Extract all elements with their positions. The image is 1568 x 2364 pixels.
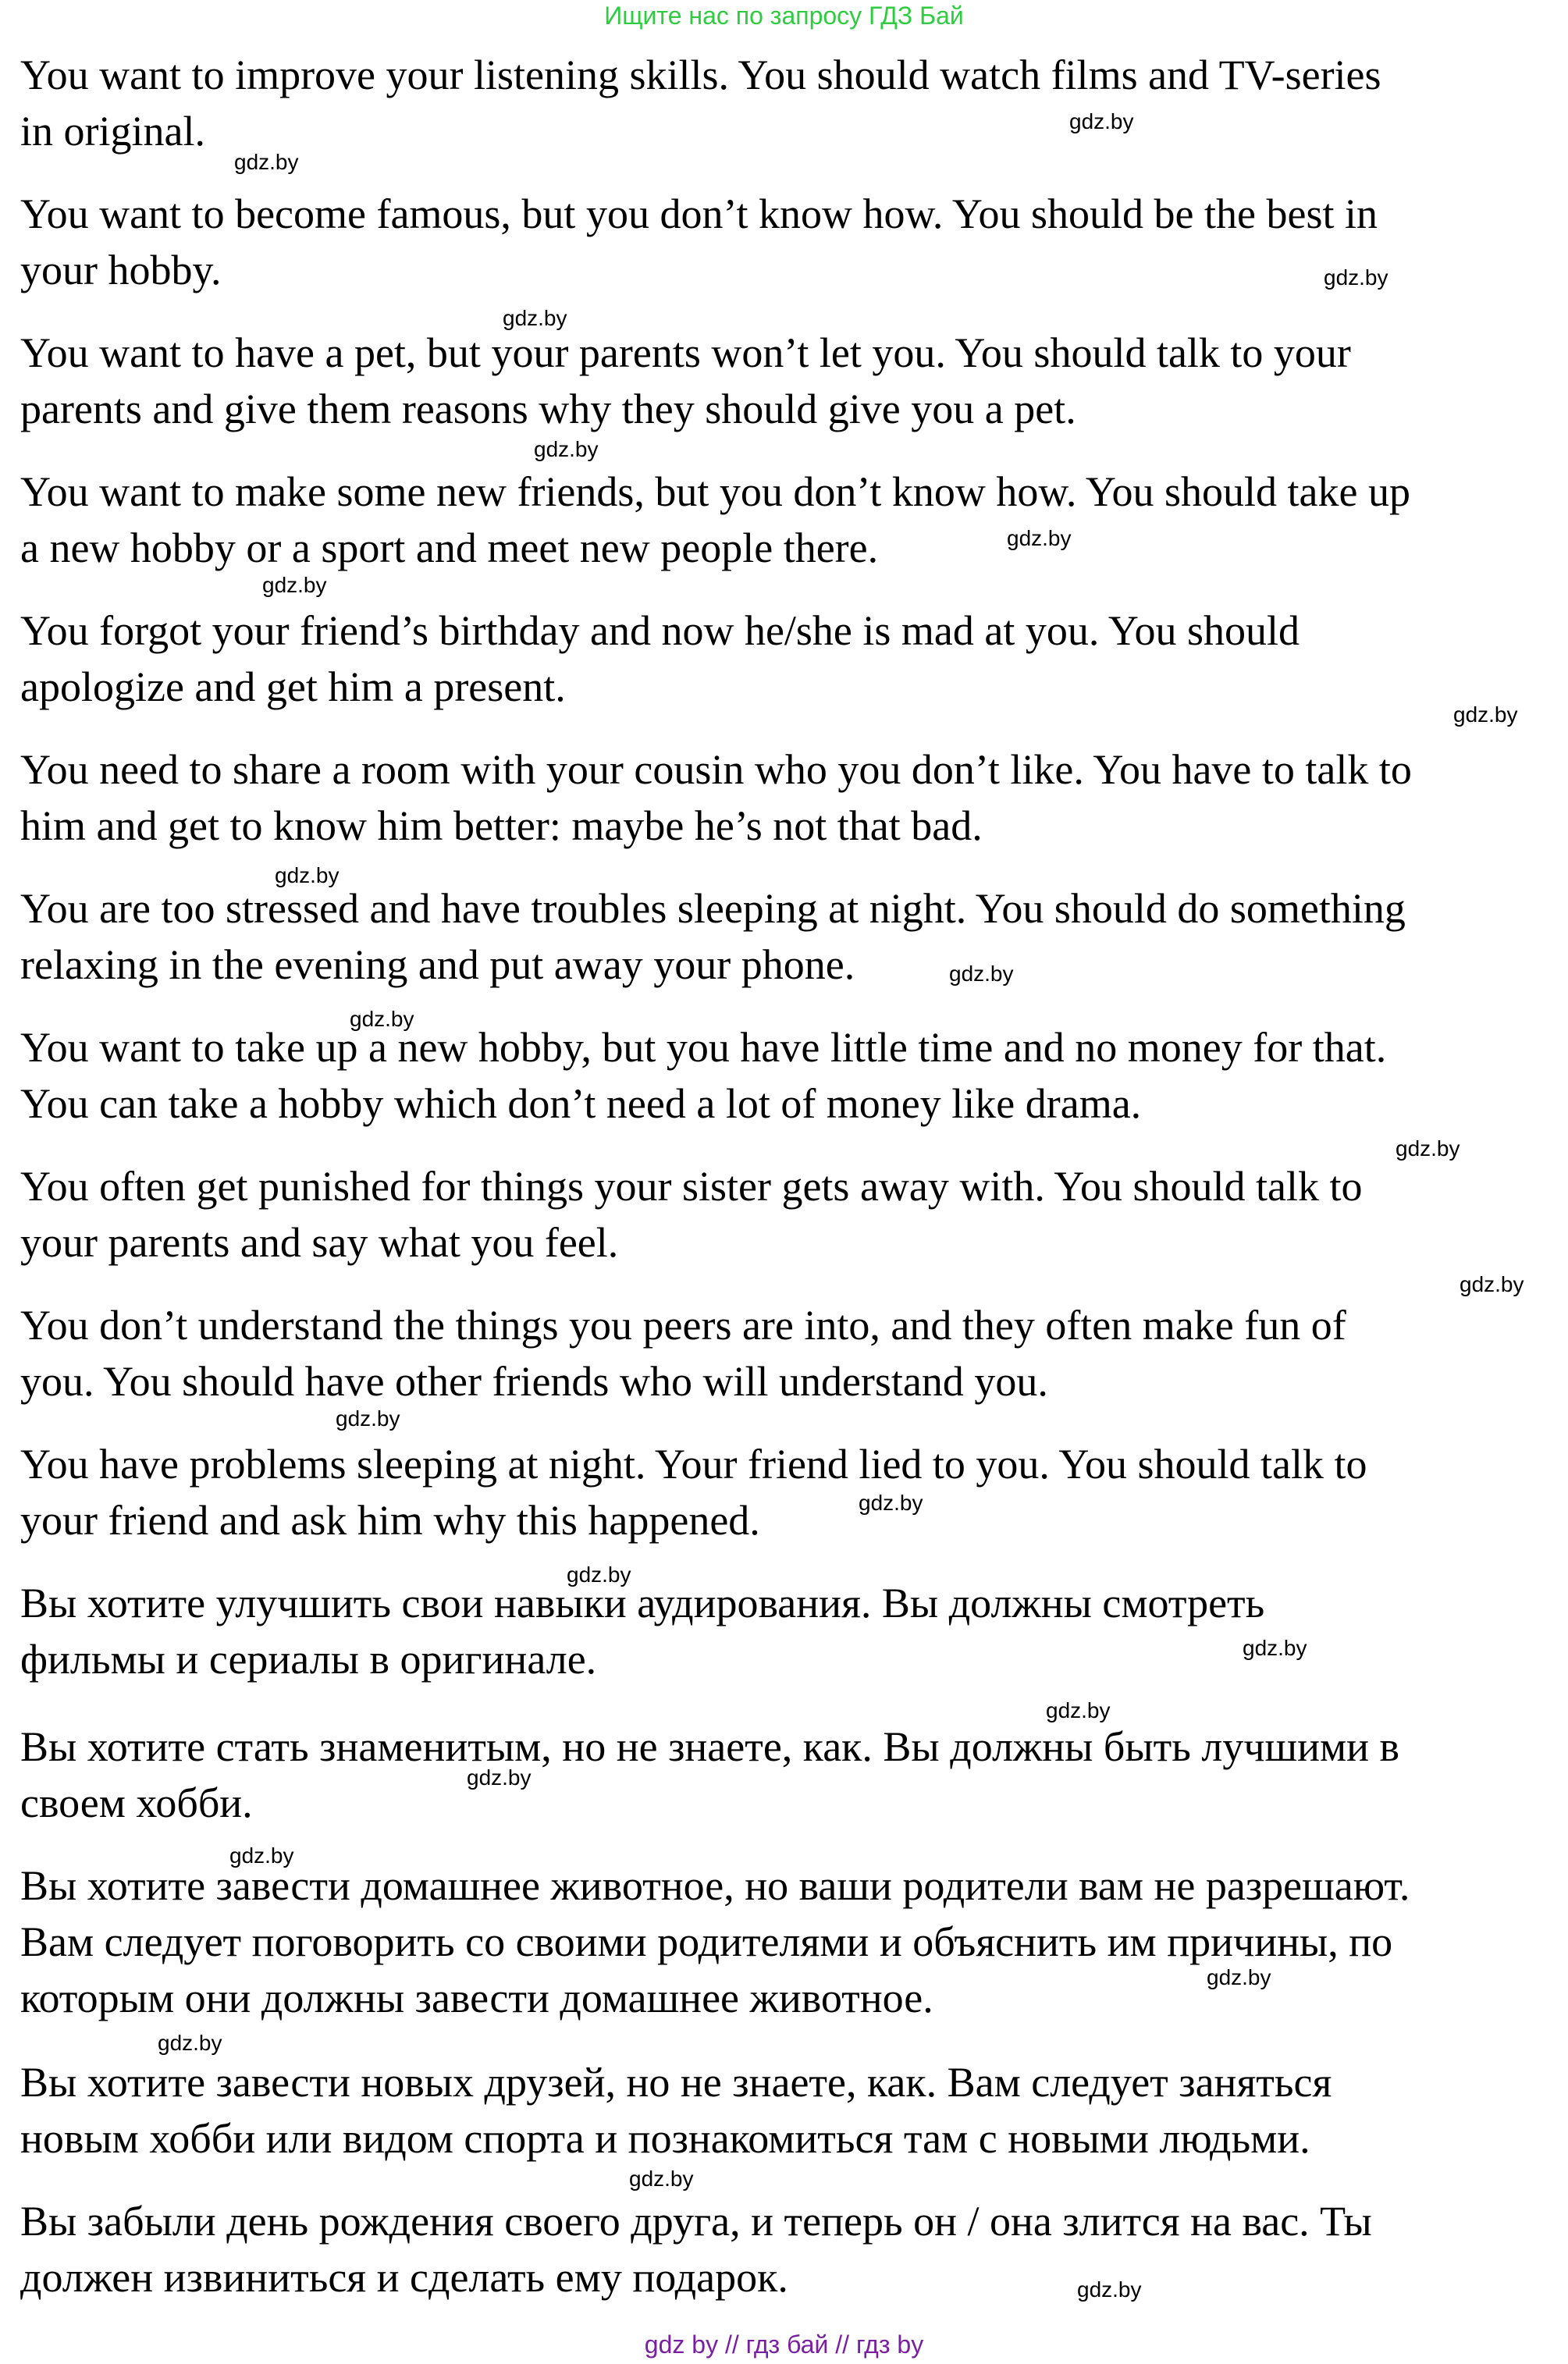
watermark: gdz.by — [158, 2031, 222, 2055]
paragraph-line: in original. — [20, 108, 205, 155]
paragraph-11 — [20, 1436, 1558, 1548]
paragraph-line: You can take a hobby which don’t need a lot of money like drama. — [20, 1080, 1142, 1127]
watermark: gdz.by — [503, 306, 567, 330]
paragraph-6 — [20, 741, 1558, 854]
paragraph-line: a new hobby or a sport and meet new people there. — [20, 524, 879, 571]
header-banner: Ищите нас по запросу ГДЗ Бай — [604, 2, 964, 30]
watermark: gdz.by — [567, 1562, 631, 1587]
paragraph-line: your hobby. — [20, 247, 222, 293]
watermark: gdz.by — [534, 437, 599, 461]
paragraph-line: Вы хотите улучшить свои навыки аудирования. Вы должны смотреть — [20, 1580, 1265, 1626]
paragraph-line: должен извиниться и сделать ему подарок. — [20, 2254, 788, 2301]
paragraph-9 — [20, 1158, 1558, 1271]
paragraph-line: You need to share a room with your cousin who you don’t like. You have to talk to — [20, 746, 1412, 793]
paragraph-3 — [20, 325, 1558, 437]
watermark: gdz.by — [1007, 526, 1072, 550]
watermark: gdz.by — [350, 1007, 414, 1031]
paragraph-line: фильмы и сериалы в оригинале. — [20, 1636, 597, 1683]
paragraph-line: your friend and ask him why this happened. — [20, 1497, 760, 1544]
paragraph-1 — [20, 47, 1558, 159]
watermark: gdz.by — [336, 1406, 400, 1431]
watermark: gdz.by — [1453, 702, 1518, 727]
paragraph-5 — [20, 603, 1558, 715]
watermark: gdz.by — [629, 2167, 694, 2191]
watermark: gdz.by — [859, 1491, 923, 1515]
paragraph-14 — [20, 1857, 1558, 2026]
paragraph-line: you. You should have other friends who will understand you. — [20, 1358, 1048, 1405]
watermark: gdz.by — [1207, 1965, 1271, 1989]
paragraph-8 — [20, 1019, 1558, 1132]
paragraph-13 — [20, 1719, 1558, 1831]
paragraph-line: новым хобби или видом спорта и познакомиться там с новыми людьми. — [20, 2115, 1310, 2162]
watermark: gdz.by — [1324, 265, 1388, 290]
watermark: gdz.by — [234, 150, 299, 174]
watermark: gdz.by — [1077, 2277, 1142, 2302]
watermark: gdz.by — [1046, 1698, 1111, 1722]
watermark: gdz.by — [229, 1843, 294, 1868]
paragraph-line: apologize and get him a present. — [20, 663, 566, 710]
paragraph-line: Вы хотите стать знаменитым, но не знаете, как. Вы должны быть лучшими в — [20, 1723, 1400, 1770]
paragraph-line: You often get punished for things your sister gets away with. You should talk to — [20, 1163, 1363, 1210]
watermark: gdz.by — [1460, 1272, 1524, 1296]
paragraph-line: которым они должны завести домашнее животное. — [20, 1975, 933, 2021]
paragraph-12 — [20, 1575, 1558, 1687]
paragraph-line: You want to take up a new hobby, but you have little time and no money for that. — [20, 1024, 1387, 1071]
paragraph-line: Вам следует поговорить со своими родителями и объяснить им причины, по — [20, 1918, 1393, 1965]
paragraph-line: You want to make some new friends, but you don’t know how. You should take up — [20, 468, 1410, 515]
watermark: gdz.by — [1243, 1636, 1307, 1660]
paragraph-line: You want to have a pet, but your parents won’t let you. You should talk to your — [20, 329, 1351, 376]
footer-banner: gdz by // гдз бай // гдз by — [644, 2330, 924, 2359]
paragraph-4 — [20, 464, 1558, 576]
watermark: gdz.by — [1396, 1136, 1460, 1161]
paragraph-line: parents and give them reasons why they should give you a pet. — [20, 386, 1076, 432]
watermark: gdz.by — [1069, 109, 1134, 133]
paragraph-line: Вы хотите завести домашнее животное, но ваши родители вам не разрешают. — [20, 1862, 1410, 1909]
paragraph-line: You want to become famous, but you don’t know how. You should be the best in — [20, 190, 1378, 237]
watermark: gdz.by — [262, 573, 327, 597]
watermark: gdz.by — [275, 863, 340, 887]
paragraph-line: him and get to know him better: maybe he’s not that bad. — [20, 802, 983, 849]
watermark: gdz.by — [949, 962, 1014, 986]
paragraph-line: Вы хотите завести новых друзей, но не знаете, как. Вам следует заняться — [20, 2059, 1332, 2106]
paragraph-line: You are too stressed and have troubles sleeping at night. You should do something — [20, 885, 1406, 932]
paragraph-line: своем хобби. — [20, 1779, 253, 1826]
paragraph-line: your parents and say what you feel. — [20, 1219, 619, 1266]
paragraph-15 — [20, 2054, 1558, 2167]
watermark: gdz.by — [467, 1765, 532, 1790]
paragraph-line: You don’t understand the things you peers are into, and they often make fun of — [20, 1302, 1346, 1349]
paragraph-7 — [20, 880, 1558, 993]
paragraph-line: Вы забыли день рождения своего друга, и теперь он / она злится на вас. Ты — [20, 2198, 1372, 2245]
paragraph-line: You want to improve your listening skills. You should watch films and TV-series — [20, 52, 1381, 98]
paragraph-16 — [20, 2193, 1558, 2305]
paragraph-line: You forgot your friend’s birthday and now he/she is mad at you. You should — [20, 607, 1300, 654]
paragraph-10 — [20, 1297, 1558, 1410]
paragraph-line: relaxing in the evening and put away your phone. — [20, 941, 855, 988]
paragraph-line: You have problems sleeping at night. Your friend lied to you. You should talk to — [20, 1441, 1367, 1488]
